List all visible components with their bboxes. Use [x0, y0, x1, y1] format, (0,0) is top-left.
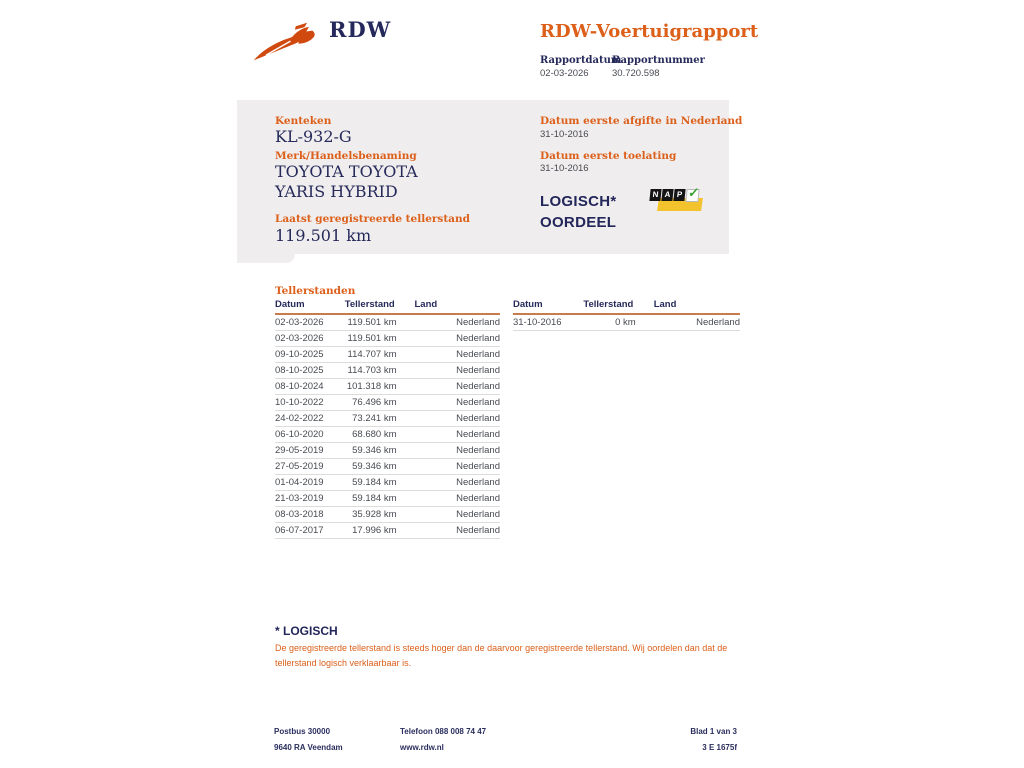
cell-datum: 06-07-2017: [275, 523, 345, 539]
nap-letter-a: A: [661, 189, 673, 201]
footer-phone: Telefoon 088 008 74 47: [400, 727, 487, 736]
footer-website: www.rdw.nl: [400, 743, 444, 752]
cell-datum: 08-10-2025: [275, 363, 345, 379]
laatste-tellerstand-label: Laatst geregistreerde tellerstand: [275, 213, 470, 225]
kenteken-value: KL-932-G: [275, 127, 352, 146]
rdw-bird-icon: [252, 20, 322, 64]
column-header-tellerstand: Tellerstand: [345, 298, 415, 314]
cell-land: Nederland: [415, 347, 501, 363]
report-date-value: 02-03-2026: [540, 68, 589, 79]
cell-datum: 29-05-2019: [275, 443, 345, 459]
cell-land: Nederland: [415, 427, 501, 443]
table-row: [275, 491, 500, 507]
cell-tellerstand: 17.996 km: [345, 523, 415, 539]
table-row: [275, 363, 500, 379]
cell-land: Nederland: [415, 459, 501, 475]
table-row: [275, 443, 500, 459]
cell-land: Nederland: [415, 443, 501, 459]
cell-land: Nederland: [415, 523, 501, 539]
report-number-label: Rapportnummer: [612, 55, 705, 66]
tellerstanden-table-left: [275, 298, 500, 539]
cell-datum: 08-03-2018: [275, 507, 345, 523]
nap-check-icon: ✓: [687, 185, 701, 200]
cell-tellerstand: 59.184 km: [345, 475, 415, 491]
cell-tellerstand: 119.501 km: [345, 314, 415, 331]
table-row: [275, 459, 500, 475]
cell-land: Nederland: [654, 314, 740, 331]
cell-datum: 08-10-2024: [275, 379, 345, 395]
oordeel-verdict: LOGISCH* OORDEEL: [540, 193, 617, 231]
report-number-value: 30.720.598: [612, 68, 660, 79]
cell-tellerstand: 114.707 km: [345, 347, 415, 363]
footer-form-code: 3 E 1675f: [702, 743, 737, 752]
footer-address-line1: Postbus 30000: [274, 727, 331, 736]
page-title: RDW-Voertuigrapport: [540, 21, 759, 42]
toelating-value: 31-10-2016: [540, 163, 589, 174]
tellerstanden-table-right: [513, 298, 740, 331]
merk-value: TOYOTA TOYOTA YARIS HYBRID: [275, 162, 418, 201]
footer-address-line2: 9640 RA Veendam: [274, 743, 343, 752]
table-row: [275, 523, 500, 539]
cell-tellerstand: 119.501 km: [345, 331, 415, 347]
column-header-land: Land: [654, 298, 740, 314]
cell-land: Nederland: [415, 314, 501, 331]
table-row: [275, 379, 500, 395]
cell-tellerstand: 59.346 km: [345, 443, 415, 459]
cell-datum: 21-03-2019: [275, 491, 345, 507]
table-row: [275, 475, 500, 491]
cell-land: Nederland: [415, 331, 501, 347]
nap-check-tile: [685, 185, 701, 202]
table-row: [275, 314, 500, 331]
merk-label: Merk/Handelsbenaming: [275, 150, 417, 162]
cell-datum: 27-05-2019: [275, 459, 345, 475]
nap-logo: [650, 185, 706, 215]
cell-tellerstand: 76.496 km: [345, 395, 415, 411]
cell-tellerstand: 101.318 km: [345, 379, 415, 395]
cell-land: Nederland: [415, 475, 501, 491]
summary-panel-tail: [237, 254, 295, 263]
logisch-footnote-text: De geregistreerde tellerstand is steeds hoger dan de daarvoor geregistreerde tellerstand. Wij oordelen dan dat de tellerstand logisch verklaarbaar is.: [275, 643, 728, 668]
cell-tellerstand: 68.680 km: [345, 427, 415, 443]
table-row: [275, 395, 500, 411]
column-header-datum: Datum: [275, 298, 345, 314]
cell-tellerstand: 114.703 km: [345, 363, 415, 379]
rdw-logo-text: RDW: [329, 17, 392, 42]
cell-datum: 01-04-2019: [275, 475, 345, 491]
nap-letter-p: P: [673, 189, 685, 201]
cell-tellerstand: 59.184 km: [345, 491, 415, 507]
cell-land: Nederland: [415, 411, 501, 427]
table-row: [275, 411, 500, 427]
afgifte-value: 31-10-2016: [540, 129, 589, 140]
column-header-datum: Datum: [513, 298, 583, 314]
column-header-land: Land: [415, 298, 501, 314]
cell-tellerstand: 73.241 km: [345, 411, 415, 427]
cell-land: Nederland: [415, 363, 501, 379]
cell-land: Nederland: [415, 395, 501, 411]
cell-datum: 02-03-2026: [275, 314, 345, 331]
afgifte-label: Datum eerste afgifte in Nederland: [540, 115, 743, 127]
cell-datum: 10-10-2022: [275, 395, 345, 411]
cell-land: Nederland: [415, 507, 501, 523]
table-row: [275, 331, 500, 347]
column-header-tellerstand: Tellerstand: [583, 298, 653, 314]
footer-page-number: Blad 1 van 3: [690, 727, 737, 736]
cell-land: Nederland: [415, 379, 501, 395]
table-row: [275, 427, 500, 443]
cell-tellerstand: 59.346 km: [345, 459, 415, 475]
table-row: [513, 314, 740, 331]
table-row: [275, 347, 500, 363]
cell-datum: 09-10-2025: [275, 347, 345, 363]
nap-letter-n: N: [649, 189, 661, 201]
cell-datum: 06-10-2020: [275, 427, 345, 443]
kenteken-label: Kenteken: [275, 115, 332, 127]
tellerstanden-section-title: Tellerstanden: [275, 285, 356, 297]
cell-tellerstand: 0 km: [583, 314, 653, 331]
table-header-row: [275, 298, 500, 314]
cell-datum: 31-10-2016: [513, 314, 583, 331]
toelating-label: Datum eerste toelating: [540, 150, 677, 162]
laatste-tellerstand-value: 119.501 km: [275, 226, 372, 245]
cell-datum: 24-02-2022: [275, 411, 345, 427]
cell-land: Nederland: [415, 491, 501, 507]
report-date-label: Rapportdatum: [540, 55, 622, 66]
logisch-footnote-title: * LOGISCH: [275, 624, 338, 638]
table-header-row: [513, 298, 740, 314]
cell-tellerstand: 35.928 km: [345, 507, 415, 523]
cell-datum: 02-03-2026: [275, 331, 345, 347]
table-row: [275, 507, 500, 523]
